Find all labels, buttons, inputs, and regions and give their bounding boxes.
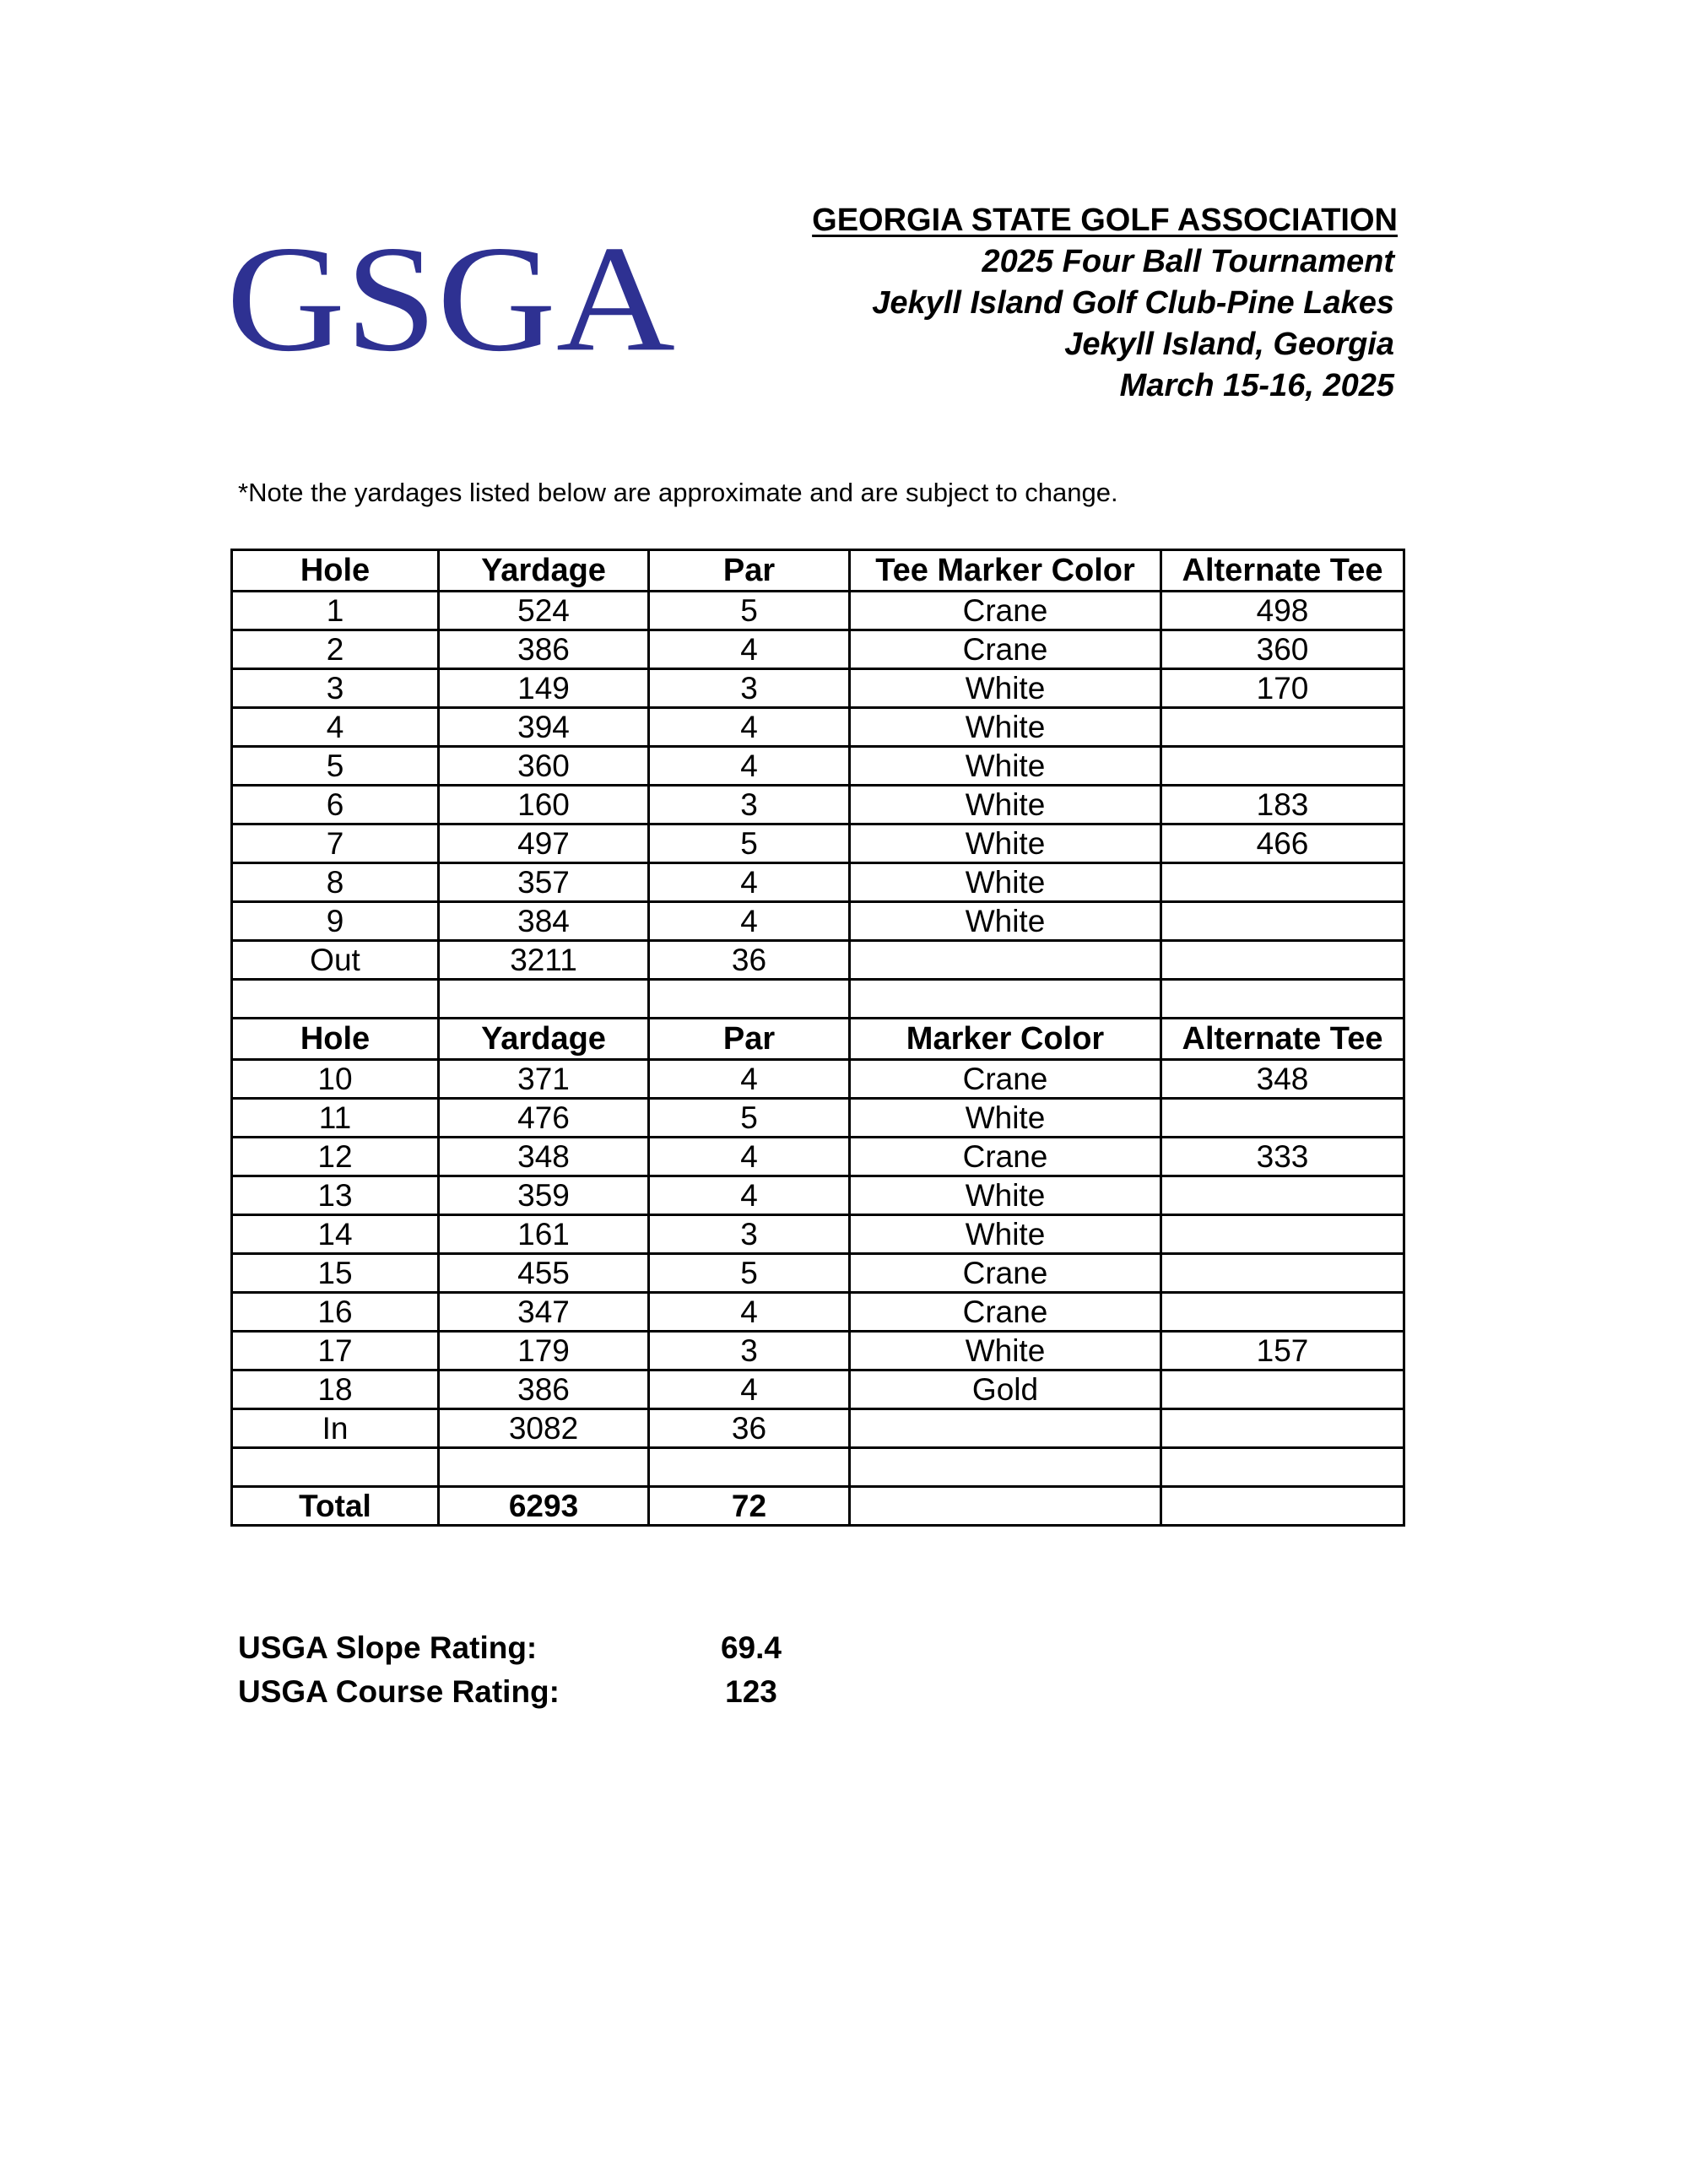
marker-color-cell <box>850 941 1161 980</box>
hole-cell: 8 <box>232 863 439 902</box>
marker-color-cell: Crane <box>850 592 1161 630</box>
hole-cell: 16 <box>232 1293 439 1332</box>
marker-color-cell: White <box>850 786 1161 824</box>
yardage-cell: 524 <box>439 592 649 630</box>
yardage-cell: Yardage <box>439 1019 649 1060</box>
par-cell: 4 <box>649 1060 850 1099</box>
yardage-cell: 3082 <box>439 1409 649 1448</box>
alternate-tee-cell <box>1161 1448 1404 1487</box>
hole-cell: 13 <box>232 1176 439 1215</box>
alternate-tee-cell: 498 <box>1161 592 1404 630</box>
yardage-cell: 347 <box>439 1293 649 1332</box>
hole-cell: 17 <box>232 1332 439 1370</box>
par-cell: 5 <box>649 1254 850 1293</box>
hole-cell: 1 <box>232 592 439 630</box>
alternate-tee-cell: 360 <box>1161 630 1404 669</box>
hole-cell <box>232 980 439 1019</box>
hole-cell: 14 <box>232 1215 439 1254</box>
course-name: Jekyll Island Golf Club-Pine Lakes <box>872 285 1394 321</box>
yardage-cell: 179 <box>439 1332 649 1370</box>
hole-cell: Hole <box>232 1019 439 1060</box>
hole-row <box>232 1254 1404 1293</box>
alternate-tee-cell <box>1161 1487 1404 1526</box>
par-cell <box>649 1448 850 1487</box>
yardage-cell: 359 <box>439 1176 649 1215</box>
hole-cell: 18 <box>232 1370 439 1409</box>
alternate-tee-cell <box>1161 902 1404 941</box>
yardage-cell: 161 <box>439 1215 649 1254</box>
par-cell: 3 <box>649 786 850 824</box>
alternate-tee-cell: 170 <box>1161 669 1404 708</box>
yardage-cell: 348 <box>439 1138 649 1176</box>
yardage-cell: 360 <box>439 747 649 786</box>
par-cell: 5 <box>649 1099 850 1138</box>
hole-row <box>232 747 1404 786</box>
par-cell: 72 <box>649 1487 850 1526</box>
alternate-tee-cell <box>1161 708 1404 747</box>
hole-cell: 4 <box>232 708 439 747</box>
alternate-tee-cell <box>1161 747 1404 786</box>
yardage-cell: 371 <box>439 1060 649 1099</box>
par-cell: 3 <box>649 1332 850 1370</box>
hole-cell: Total <box>232 1487 439 1526</box>
alternate-tee-cell <box>1161 863 1404 902</box>
par-cell: 4 <box>649 863 850 902</box>
alternate-tee-cell: Alternate Tee <box>1161 1019 1404 1060</box>
in-subtotal-row <box>232 1409 1404 1448</box>
hole-row <box>232 1099 1404 1138</box>
yardage-cell: 6293 <box>439 1487 649 1526</box>
yardage-cell: 394 <box>439 708 649 747</box>
hole-row <box>232 1332 1404 1370</box>
marker-color-cell: Crane <box>850 1254 1161 1293</box>
course-rating-value: 123 <box>725 1674 777 1709</box>
marker-color-cell: Marker Color <box>850 1019 1161 1060</box>
par-cell: 3 <box>649 669 850 708</box>
par-cell: Par <box>649 1019 850 1060</box>
alternate-tee-cell <box>1161 1176 1404 1215</box>
par-cell: 4 <box>649 1370 850 1409</box>
par-cell: 5 <box>649 592 850 630</box>
slope-rating-label: USGA Slope Rating: <box>238 1630 538 1665</box>
back-nine-header-row <box>232 1019 1404 1060</box>
yardage-cell: 476 <box>439 1099 649 1138</box>
alternate-tee-cell: 157 <box>1161 1332 1404 1370</box>
spacer-row <box>232 980 1404 1019</box>
hole-row <box>232 824 1404 863</box>
hole-row <box>232 669 1404 708</box>
hole-cell: In <box>232 1409 439 1448</box>
marker-color-cell <box>850 1448 1161 1487</box>
alternate-tee-cell <box>1161 980 1404 1019</box>
marker-color-cell: White <box>850 1215 1161 1254</box>
gsga-logo-icon <box>226 236 678 371</box>
hole-row <box>232 1215 1404 1254</box>
marker-color-cell: White <box>850 708 1161 747</box>
marker-color-cell: White <box>850 824 1161 863</box>
hole-row <box>232 1138 1404 1176</box>
alternate-tee-cell <box>1161 1254 1404 1293</box>
alternate-tee-cell: 183 <box>1161 786 1404 824</box>
event-dates: March 15-16, 2025 <box>1119 368 1394 403</box>
yardage-cell: 357 <box>439 863 649 902</box>
hole-cell: 2 <box>232 630 439 669</box>
alternate-tee-cell <box>1161 1409 1404 1448</box>
par-cell: 4 <box>649 630 850 669</box>
par-cell: 4 <box>649 1176 850 1215</box>
hole-row <box>232 1176 1404 1215</box>
marker-color-cell: White <box>850 863 1161 902</box>
marker-color-cell <box>850 1409 1161 1448</box>
hole-cell <box>232 1448 439 1487</box>
alternate-tee-cell <box>1161 1099 1404 1138</box>
hole-cell: Hole <box>232 550 439 592</box>
par-cell: 4 <box>649 1293 850 1332</box>
marker-color-cell: White <box>850 669 1161 708</box>
hole-cell: 7 <box>232 824 439 863</box>
marker-color-cell: Crane <box>850 1138 1161 1176</box>
hole-cell: 6 <box>232 786 439 824</box>
gsga-logo <box>226 236 678 371</box>
marker-color-cell: White <box>850 902 1161 941</box>
marker-color-cell: White <box>850 1332 1161 1370</box>
yardage-cell <box>439 1448 649 1487</box>
event-name: 2025 Four Ball Tournament <box>982 244 1394 279</box>
hole-cell: 11 <box>232 1099 439 1138</box>
alternate-tee-cell: 466 <box>1161 824 1404 863</box>
location: Jekyll Island, Georgia <box>1064 327 1394 362</box>
hole-cell: 12 <box>232 1138 439 1176</box>
hole-row <box>232 902 1404 941</box>
hole-cell: 3 <box>232 669 439 708</box>
par-cell: 5 <box>649 824 850 863</box>
alternate-tee-cell <box>1161 1215 1404 1254</box>
par-cell: 4 <box>649 1138 850 1176</box>
hole-cell: Out <box>232 941 439 980</box>
marker-color-cell: White <box>850 1099 1161 1138</box>
par-cell: 4 <box>649 708 850 747</box>
yardage-cell: 455 <box>439 1254 649 1293</box>
svg-text:GSGA: GSGA <box>226 236 675 371</box>
alternate-tee-cell <box>1161 941 1404 980</box>
organization-title: GEORGIA STATE GOLF ASSOCIATION <box>812 203 1398 238</box>
alternate-tee-cell: 348 <box>1161 1060 1404 1099</box>
hole-row <box>232 592 1404 630</box>
hole-cell: 9 <box>232 902 439 941</box>
hole-row <box>232 630 1404 669</box>
par-cell: 3 <box>649 1215 850 1254</box>
course-rating-label: USGA Course Rating: <box>238 1674 560 1709</box>
yardage-cell: Yardage <box>439 550 649 592</box>
alternate-tee-cell: Alternate Tee <box>1161 550 1404 592</box>
par-cell: 4 <box>649 747 850 786</box>
hole-row <box>232 786 1404 824</box>
marker-color-cell: Gold <box>850 1370 1161 1409</box>
yardage-cell: 384 <box>439 902 649 941</box>
par-cell: 4 <box>649 902 850 941</box>
par-cell: 36 <box>649 1409 850 1448</box>
marker-color-cell: Crane <box>850 1060 1161 1099</box>
alternate-tee-cell: 333 <box>1161 1138 1404 1176</box>
hole-row <box>232 1060 1404 1099</box>
marker-color-cell <box>850 1487 1161 1526</box>
yardage-cell: 497 <box>439 824 649 863</box>
yardage-note: *Note the yardages listed below are approximate and are subject to change. <box>238 478 1118 507</box>
hole-cell: 10 <box>232 1060 439 1099</box>
slope-rating-value: 69.4 <box>720 1630 782 1665</box>
par-cell: 36 <box>649 941 850 980</box>
marker-color-cell: White <box>850 1176 1161 1215</box>
yardage-cell: 160 <box>439 786 649 824</box>
total-row <box>232 1487 1404 1526</box>
out-subtotal-row <box>232 941 1404 980</box>
hole-row <box>232 1293 1404 1332</box>
scorecard-table <box>230 549 1405 1527</box>
yardage-cell <box>439 980 649 1019</box>
yardage-cell: 386 <box>439 630 649 669</box>
marker-color-cell: White <box>850 747 1161 786</box>
spacer-row <box>232 1448 1404 1487</box>
yardage-cell: 3211 <box>439 941 649 980</box>
alternate-tee-cell <box>1161 1370 1404 1409</box>
marker-color-cell: Crane <box>850 1293 1161 1332</box>
marker-color-cell <box>850 980 1161 1019</box>
hole-row <box>232 708 1404 747</box>
par-cell: Par <box>649 550 850 592</box>
marker-color-cell: Crane <box>850 630 1161 669</box>
par-cell <box>649 980 850 1019</box>
front-nine-header-row <box>232 550 1404 592</box>
alternate-tee-cell <box>1161 1293 1404 1332</box>
document-header <box>812 199 1398 407</box>
hole-row <box>232 863 1404 902</box>
hole-cell: 5 <box>232 747 439 786</box>
yardage-cell: 149 <box>439 669 649 708</box>
marker-color-cell: Tee Marker Color <box>850 550 1161 592</box>
yardage-cell: 386 <box>439 1370 649 1409</box>
hole-cell: 15 <box>232 1254 439 1293</box>
hole-row <box>232 1370 1404 1409</box>
